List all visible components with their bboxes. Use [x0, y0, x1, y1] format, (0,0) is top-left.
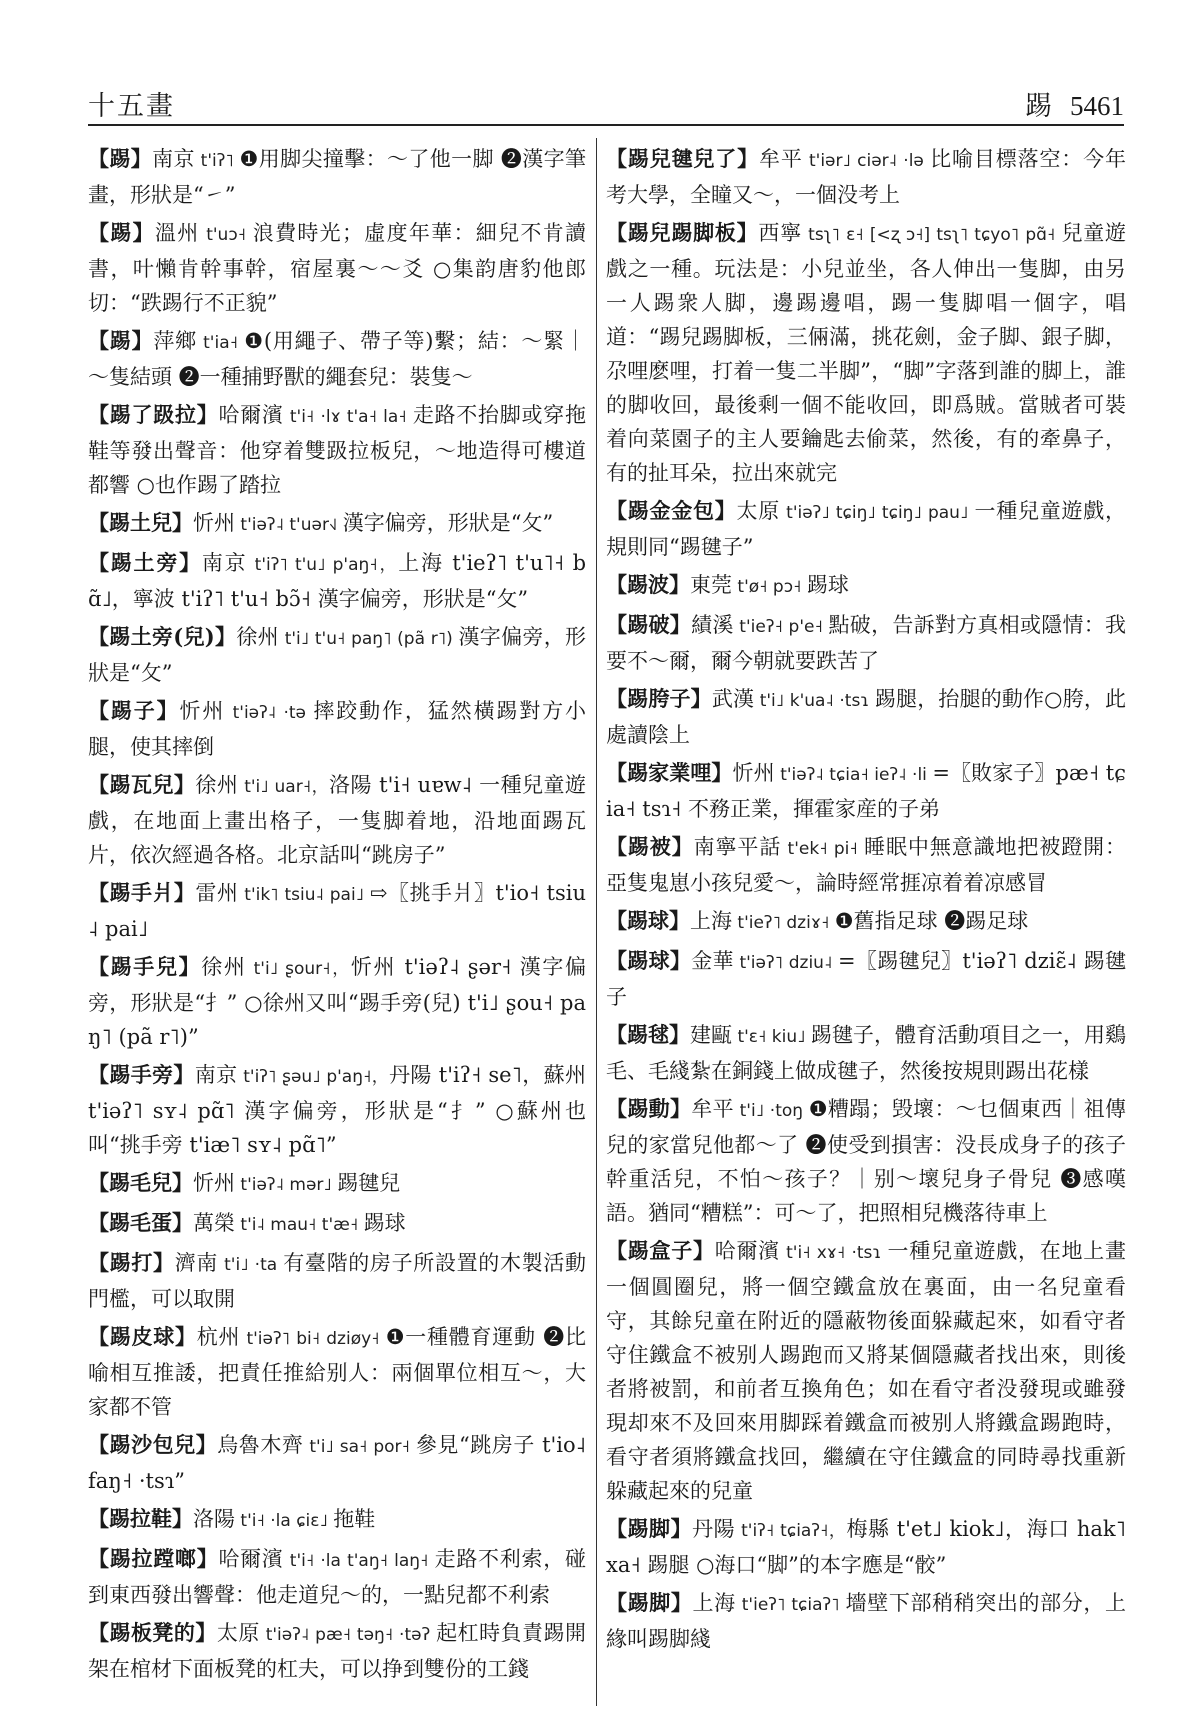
- pronunciation: t'ik˥ tsiu˨ pai˩: [238, 885, 370, 905]
- headword: 【踢板凳的】: [88, 1620, 217, 1645]
- headword: 【踢皮球】: [88, 1324, 197, 1349]
- pronunciation: t'i˩ t'u˧ paŋ˥ (pã r˥): [279, 629, 459, 649]
- pronunciation: t'iəʔ˨ t'uər˧˩: [235, 515, 343, 535]
- headword: 【踢土旁(兒)】: [88, 624, 237, 649]
- dialect-location: 南京: [201, 551, 248, 575]
- dialect-location: 績溪: [691, 613, 734, 637]
- dictionary-entry: [88, 506, 586, 542]
- pronunciation: t'ieʔ˧ p'e˧: [733, 617, 829, 637]
- pronunciation: t'i˧ ·lɤ t'a˧ la˧: [283, 407, 413, 427]
- pronunciation: t'i˧ ·la t'aŋ˧ laŋ˧: [283, 1551, 435, 1571]
- dialect-location: 徐州: [195, 773, 239, 797]
- definition: 漢字偏旁，形狀是“⺙”: [88, 625, 586, 685]
- headword: 【踢球】: [606, 908, 690, 933]
- definition: 兒童遊戲之一種。玩法是：小兒並坐，各人伸出一隻脚，由另一人踢衆人脚，邊踢邊唱，踢一隻脚唱一個字，唱道：“踢兒踢脚板，三倆滿，挑花劍，金子脚、銀子脚，尕哩麽哩，打着一隻二半脚”，“脚”字落到誰的脚上，誰的脚收回，最後剩一個不能收回，即爲賊。當賊者可裝着向菜園子的主人要鑰匙去偷菜，然後，有的牽鼻子，有的扯耳朵，拉出來就完: [606, 221, 1126, 485]
- definition: 走路不抬脚或穿拖鞋等發出聲音：他穿着雙趿拉板兒，～地造得可樓道都響 ○也作踢了踏拉: [88, 403, 586, 497]
- pronunciation: tsʅ˥ ɛ˧ [<ʐ ɔ˧] tsʅ˥ tɕyo˥ pɑ̃˧: [801, 225, 1062, 245]
- dialect-location: 濟南: [174, 1251, 219, 1275]
- definition: 踢腿，抬腿的動作○胯，此處讀陰上: [606, 687, 1126, 747]
- pronunciation: t'i˩ sa˧ por˧: [303, 1437, 416, 1457]
- definition: 梅縣 t'et˩ kiok˩，海口 hak˥ xa˧ 踢腿 ○海口“脚”的本字應是“骹”: [606, 1517, 1126, 1577]
- dictionary-entry: [88, 768, 586, 872]
- dictionary-entry: [88, 546, 586, 616]
- headword: 【踢胯子】: [606, 686, 712, 711]
- headword: 【踢家業哩】: [606, 760, 733, 785]
- pronunciation: t'ɛ˧ kiu˩: [732, 1027, 811, 1047]
- dictionary-entry: [88, 398, 586, 502]
- headword: 【踢盒子】: [606, 1238, 715, 1263]
- pronunciation: t'ieʔ˥ dziɤ˧: [732, 913, 835, 933]
- dictionary-entry: [606, 1512, 1126, 1582]
- definition: 起杠時負責踢開架在棺材下面板凳的杠夫，可以挣到雙份的工錢: [88, 1621, 586, 1681]
- dictionary-entry: [606, 756, 1126, 826]
- headword: 【踢】: [88, 220, 155, 245]
- pronunciation: t'i˧ xɤ˧ ·tsɿ: [779, 1243, 888, 1263]
- pronunciation: t'iʔ˧ tɕiaʔ˧，: [735, 1521, 847, 1541]
- pronunciation: t'ieʔ˥ tɕiaʔ˥: [735, 1595, 846, 1615]
- dialect-location: 上海: [690, 909, 732, 933]
- pronunciation: t'iʔ˥ ʂəu˩ p'aŋ˧，: [237, 1067, 390, 1087]
- pronunciation: t'i˩ k'ua˨ ·tsɿ: [754, 691, 875, 711]
- dialect-location: 溫州: [154, 221, 200, 245]
- pronunciation: t'ø˧ pɔ˧: [732, 577, 807, 597]
- dictionary-entry: [88, 142, 586, 212]
- pronunciation: t'i˩ ʂour˧，: [246, 959, 351, 979]
- dictionary-entry: [88, 1320, 586, 1424]
- definition: 參見“跳房子 t'io˨ faŋ˧ ·tsɿ”: [88, 1433, 586, 1493]
- dialect-location: 丹陽: [692, 1517, 736, 1541]
- pronunciation: t'iʔ˥ t'u˩ p'aŋ˧，: [247, 555, 399, 575]
- definition: 拖鞋: [333, 1507, 376, 1531]
- pronunciation: t'uɔ˧: [199, 225, 253, 245]
- header-character: 踢: [1025, 91, 1052, 122]
- dictionary-entry: [88, 1428, 586, 1498]
- headword: 【踢球】: [606, 948, 692, 973]
- dialect-location: 哈爾濱: [218, 1547, 284, 1571]
- pronunciation: t'iəʔ˩ tɕiŋ˩ tɕiŋ˩ pau˩: [780, 503, 975, 523]
- headword: 【踢】: [88, 328, 154, 353]
- dictionary-entry: [88, 1206, 586, 1242]
- headword: 【踢兒毽兒了】: [606, 146, 759, 171]
- headword: 【踢手兒】: [88, 954, 202, 979]
- dictionary-entry: [606, 682, 1126, 752]
- dialect-location: 萍鄉: [153, 329, 197, 353]
- headword: 【踢拉鞋】: [88, 1506, 193, 1531]
- dictionary-entry: [606, 568, 1126, 604]
- dialect-location: 南京: [194, 1063, 238, 1087]
- dialect-location: 烏魯木齊: [217, 1433, 304, 1457]
- definition: =〖敗家子〗pæ˧ tɕia˧ tsɿ˧ 不務正業，揮霍家産的子弟: [606, 761, 1126, 821]
- headword: 【踢毛蛋】: [88, 1210, 193, 1235]
- headword: 【踢手爿】: [88, 880, 196, 905]
- pronunciation: t'iəʔ˨ mər˩: [235, 1175, 338, 1195]
- dictionary-entry: [88, 324, 586, 394]
- dictionary-entry: [88, 1542, 586, 1612]
- dialect-location: 雷州: [195, 881, 239, 905]
- definition: ❶舊指足球 ❷踢足球: [834, 909, 1029, 933]
- headword: 【踢】: [88, 146, 153, 171]
- dictionary-entry: [606, 1018, 1126, 1088]
- headword: 【踢子】: [88, 698, 180, 723]
- dictionary-entry: [606, 1586, 1126, 1656]
- headword: 【踢金金包】: [606, 498, 737, 523]
- dictionary-entry: [88, 1246, 586, 1316]
- definition: 踢毽兒: [337, 1171, 401, 1195]
- pronunciation: t'iʔ˥: [194, 151, 240, 171]
- dictionary-entry: [606, 216, 1126, 490]
- header-rule: [88, 124, 1124, 126]
- page-number: 5461: [1070, 91, 1124, 121]
- definition: =〖踢毽兒〗t'iəʔ˥ dziɛ̃˨ 踢毽子: [606, 949, 1126, 1009]
- dialect-location: 武漢: [711, 687, 755, 711]
- definition: 洛陽 t'i˧ uɐw˨ 一種兒童遊戲，在地面上畫出格子，一隻脚着地，沿地面踢瓦片，依次經過各格。北京話叫“跳房子”: [88, 773, 586, 867]
- dialect-location: 金華: [691, 949, 734, 973]
- definition: 上海 t'ieʔ˥ t'u˥˧ bɑ̃˩，寧波 t'iʔ˥ t'u˧ bɔ̃˧ 漢字偏旁，形狀是“⺙”: [88, 551, 586, 611]
- page-header: [88, 78, 1124, 122]
- pronunciation: t'iəʔ˥ dziu˨: [733, 953, 839, 973]
- pronunciation: t'iəʔ˥ bi˧ dziøy˧: [240, 1329, 386, 1349]
- headword: 【踢被】: [606, 834, 694, 859]
- definition: ❶用脚尖撞擊：～了他一脚 ❷漢字筆畫，形狀是“㇀”: [88, 147, 586, 207]
- dialect-location: 哈爾濱: [218, 403, 284, 427]
- headword: 【踢破】: [606, 612, 692, 637]
- pronunciation: t'i˨ mau˧ t'æ˧: [235, 1215, 364, 1235]
- pronunciation: t'i˩ ·ta: [218, 1255, 284, 1275]
- dialect-location: 西寧: [758, 221, 802, 245]
- pronunciation: t'iəʔ˨ tɕia˧ ieʔ˨ ·li: [774, 765, 933, 785]
- dialect-location: 萬榮: [193, 1211, 235, 1235]
- dialect-location: 忻州: [193, 1171, 235, 1195]
- definition: 睡眠中無意識地把被蹬開：亞隻鬼崽小孩兒愛～，論時經常捱凉着着凉感冒: [606, 835, 1126, 895]
- dictionary-entry: [88, 620, 586, 690]
- definition: 走路不利索，碰到東西發出響聲：他走道兒～的，一點兒都不利索: [88, 1547, 586, 1607]
- headword: 【踢波】: [606, 572, 690, 597]
- dictionary-entry: [88, 1058, 586, 1162]
- definition: 一種兒童遊戲，規則同“踢毽子”: [606, 499, 1126, 559]
- right-column: [606, 142, 1126, 1702]
- dialect-location: 牟平: [691, 1097, 734, 1121]
- dialect-location: 南京: [152, 147, 195, 171]
- dialect-location: 上海: [692, 1591, 736, 1615]
- definition: ❶糟蹋；毁壞：～乜個東西｜祖傳兒的家當兒他都～了 ❷使受到損害：没長成身子的孩子幹重活兒，不怕～孩子？｜别～壞兒身子骨兒 ❸感嘆語。猶同“糟糕”：可～了，把照相兒機落待車上: [606, 1097, 1126, 1225]
- headword: 【踢拉蹚啷】: [88, 1546, 219, 1571]
- pronunciation: t'iəʔ˨ ·tə: [225, 703, 314, 723]
- pronunciation: t'i˩ ·toŋ: [733, 1101, 809, 1121]
- definition: 踢球: [806, 573, 849, 597]
- dictionary-entry: [606, 142, 1126, 212]
- definition: 一種兒童遊戲，在地上畫一個圓圈兒，將一個空鐵盒放在裏面，由一名兒童看守，其餘兒童在附近的隱蔽物後面躲藏起來，如看守者守住鐵盒不被别人踢跑而又將某個隱藏者找出來，則後者將被罰，和前者互換角色；如在看守者没發現或雖發現却來不及回來用脚踩着鐵盒而被别人將鐵盒踢跑時，看守者須將鐵盒找回，繼續在守住鐵盒的同時尋找重新躲藏起來的兒童: [606, 1239, 1126, 1503]
- dialect-location: 哈爾濱: [714, 1239, 780, 1263]
- definition: ⇨〖挑手爿〗t'io˧ tsiu˨ pai˩: [88, 881, 586, 941]
- dictionary-entry: [88, 1616, 586, 1686]
- definition: 點破，告訴對方真相或隱情：我要不～爾，爾今朝就要跌苦了: [606, 613, 1126, 673]
- headword: 【踢土旁】: [88, 550, 202, 575]
- dialect-location: 忻州: [179, 699, 226, 723]
- headword: 【踢兒踢脚板】: [606, 220, 759, 245]
- pronunciation: t'i˩ uar˧，: [238, 777, 330, 797]
- dialect-location: 杭州: [196, 1325, 241, 1349]
- pronunciation: t'i˧ ·la ɕiɛ˩: [235, 1511, 334, 1531]
- definition: 踢毽子，體育活動項目之一，用鷄毛、毛綫紮在銅錢上做成毽子，然後按規則踢出花樣: [606, 1023, 1126, 1083]
- definition: ❶(用繩子、帶子等)繫；結：～緊｜～隻結頭 ❷一種捕野獸的繩套兒：裝隻～: [88, 329, 586, 389]
- dialect-location: 東莞: [690, 573, 732, 597]
- headword: 【踢土兒】: [88, 510, 193, 535]
- headword: 【踢脚】: [606, 1516, 693, 1541]
- pronunciation: t'iər˩ ciər˨ ·lə: [802, 151, 931, 171]
- dictionary-entry: [88, 1502, 586, 1538]
- dictionary-entry: [88, 694, 586, 764]
- headword: 【踢毛兒】: [88, 1170, 193, 1195]
- dictionary-entry: [606, 1234, 1126, 1508]
- dialect-location: 忻州: [732, 761, 775, 785]
- headword: 【踢打】: [88, 1250, 175, 1275]
- definition: ❶一種體育運動 ❷比喻相互推諉，把責任推給别人：兩個單位相互～，大家都不管: [88, 1325, 586, 1419]
- dictionary-entry: [606, 830, 1126, 900]
- column-divider: [596, 138, 597, 1706]
- headword: 【踢了趿拉】: [88, 402, 219, 427]
- definition: 丹陽 t'iʔ˧ se˥，蘇州 t'iəʔ˥ sʏ˨ pɑ̃˥ 漢字偏旁，形狀是“扌” ○蘇州也叫“挑手旁 t'iæ˥ sʏ˨ pɑ̃˥”: [88, 1063, 586, 1157]
- headword: 【踢脚】: [606, 1590, 693, 1615]
- section-title: 十五畫: [88, 91, 175, 122]
- dialect-location: 建甌: [690, 1023, 733, 1047]
- dialect-location: 南寧平話: [693, 835, 782, 859]
- definition: 踢球: [363, 1211, 406, 1235]
- definition: 摔跤動作，猛然橫踢對方小腿，使其摔倒: [88, 699, 586, 759]
- dictionary-entry: [606, 944, 1126, 1014]
- headword: 【踢瓦兒】: [88, 772, 196, 797]
- headword: 【踢毬】: [606, 1022, 691, 1047]
- definition: 忻州 t'iəʔ˨ ʂər˧ 漢字偏旁，形狀是“扌” ○徐州又叫“踢手旁(兒) t'i˩ ʂou˧ paŋ˥ (pã r˥)”: [88, 955, 586, 1049]
- definition: 浪費時光；虛度年華：細兒不肯讀書，叶懶肯幹事幹，宿屋裏～～爻 ○集韵唐豹他郎切：“跌踢行不正貌”: [88, 221, 586, 315]
- dictionary-entry: [606, 1092, 1126, 1230]
- pronunciation: t'ia˧: [196, 333, 245, 353]
- dialect-location: 太原: [736, 499, 780, 523]
- dictionary-entry: [606, 608, 1126, 678]
- definition: 比喻目標落空：今年考大學，全瞳又～，一個没考上: [606, 147, 1126, 207]
- pronunciation: t'iəʔ˨ pæ˧ təŋ˧ ·təʔ: [259, 1625, 437, 1645]
- dictionary-entry: [88, 950, 586, 1054]
- headword: 【踢動】: [606, 1096, 692, 1121]
- definition: 墻壁下部稍稍突出的部分，上緣叫踢脚綫: [606, 1591, 1126, 1651]
- dialect-location: 忻州: [193, 511, 235, 535]
- dialect-location: 徐州: [201, 955, 247, 979]
- page-heading: [1025, 84, 1124, 123]
- dialect-location: 太原: [216, 1621, 260, 1645]
- dictionary-entry: [88, 876, 586, 946]
- dictionary-entry: [88, 216, 586, 320]
- dictionary-entry: [88, 1166, 586, 1202]
- dictionary-entry: [606, 904, 1126, 940]
- definition: 漢字偏旁，形狀是“⺙”: [342, 511, 554, 535]
- definition: 有臺階的房子所設置的木製活動門檻，可以取開: [88, 1251, 586, 1311]
- dictionary-entry: [606, 494, 1126, 564]
- left-column: [88, 142, 586, 1702]
- headword: 【踢手旁】: [88, 1062, 195, 1087]
- dialect-location: 徐州: [236, 625, 279, 649]
- dialect-location: 牟平: [759, 147, 803, 171]
- dialect-location: 洛陽: [193, 1507, 235, 1531]
- pronunciation: t'ek˧ pi˧: [781, 839, 865, 859]
- headword: 【踢沙包兒】: [88, 1432, 218, 1457]
